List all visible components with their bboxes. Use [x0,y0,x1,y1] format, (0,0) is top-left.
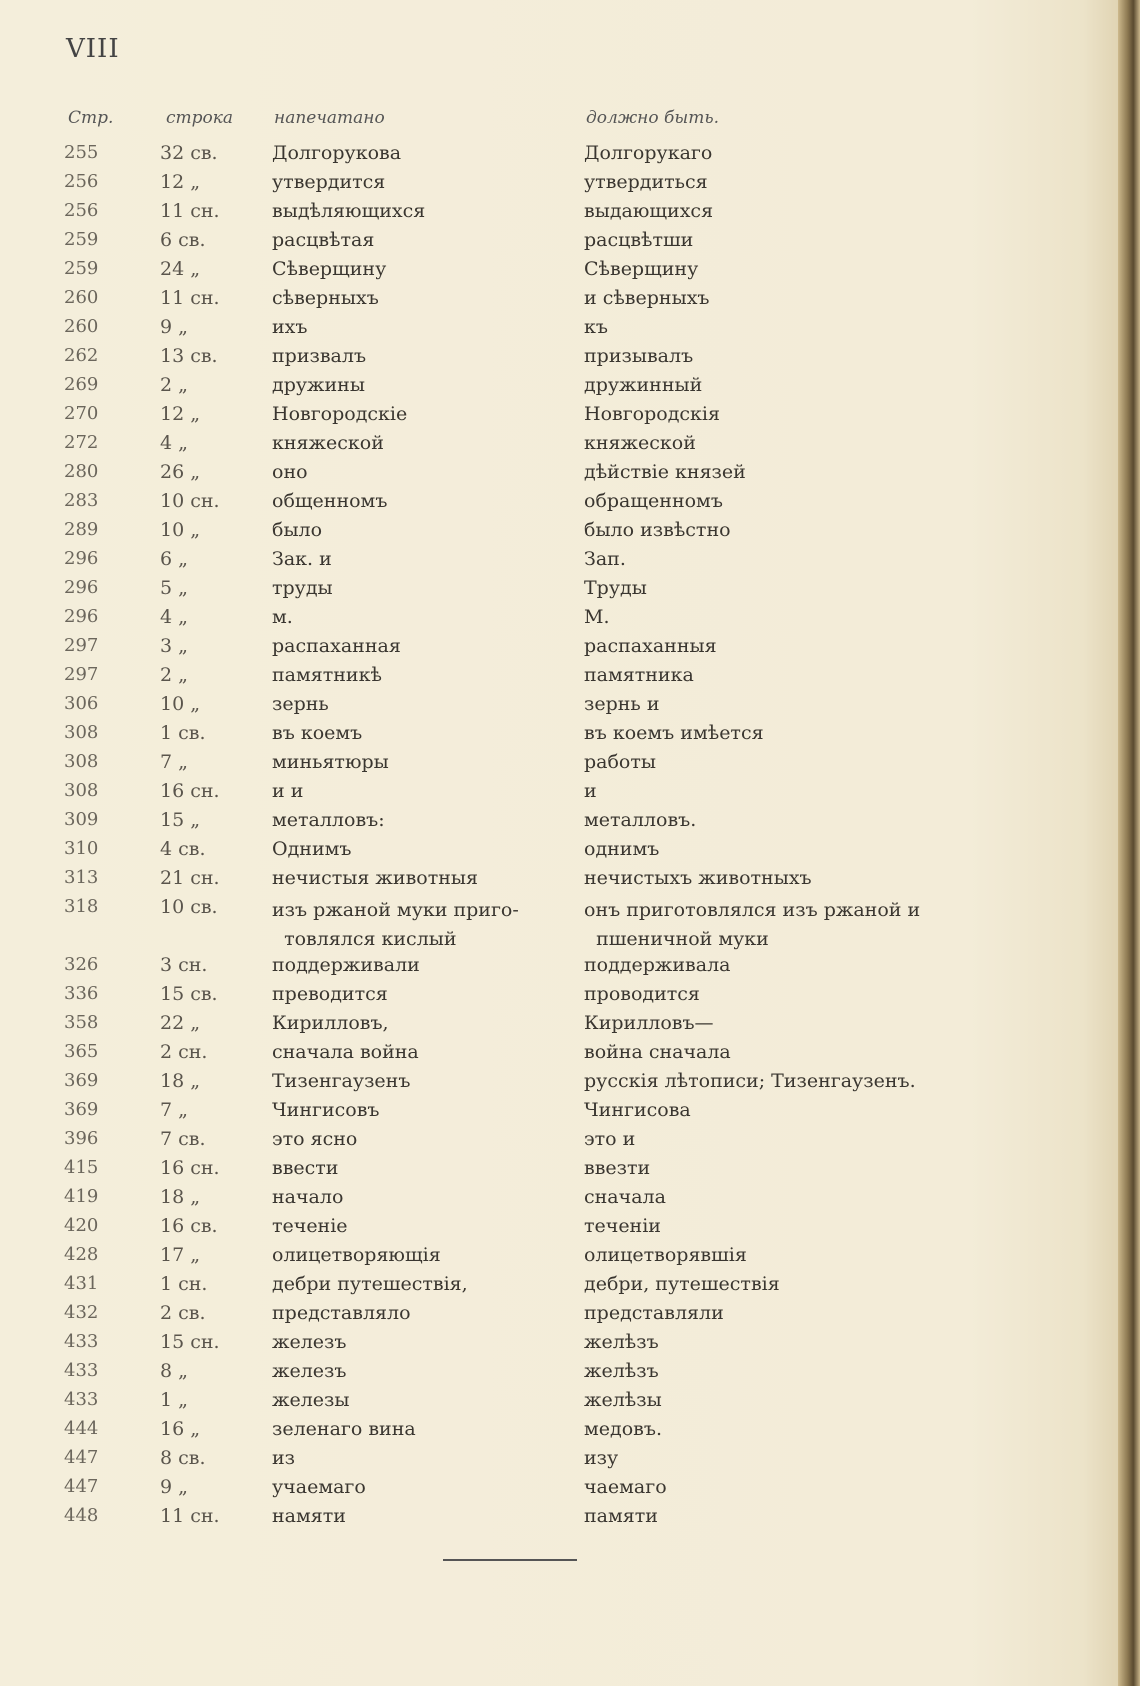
errata-page-cell: 447 [64,1476,99,1497]
errata-row [0,577,1140,606]
errata-should-cell: дружинный [584,374,703,396]
errata-printed-cell: металловъ: [272,809,385,831]
errata-printed-cell: Однимъ [272,838,352,860]
errata-row [0,229,1140,258]
errata-printed-cell: дебри путешествія, [272,1273,468,1295]
errata-printed-cell: было [272,519,323,541]
errata-line-cell: 10 „ [160,693,201,715]
errata-should-cell: Сѣверщину [584,258,699,280]
errata-row [0,1128,1140,1157]
errata-should-cell: дѣйствіе князей [584,461,746,483]
errata-printed-cell: зеленаго вина [272,1418,416,1440]
errata-should-cell: распаханныя [584,635,717,657]
errata-should-cell: металловъ. [584,809,697,831]
errata-table [0,142,1140,1534]
errata-page-cell: 308 [64,751,99,772]
errata-page-cell: 313 [64,867,99,888]
errata-row [0,1447,1140,1476]
errata-page-cell: 369 [64,1070,99,1091]
errata-row [0,1186,1140,1215]
errata-row [0,1476,1140,1505]
page-number: VIII [66,34,120,64]
errata-printed-cell: миньятюры [272,751,389,773]
errata-page-cell: 289 [64,519,99,540]
errata-row [0,432,1140,461]
errata-printed-cell: и и [272,780,304,802]
errata-row [0,1360,1140,1389]
errata-should-cell: М. [584,606,610,628]
errata-should-cell: война сначала [584,1041,731,1063]
errata-printed-cell: олицетворяющія [272,1244,441,1266]
errata-line-cell: 10 сн. [160,490,220,512]
errata-printed-cell: ввести [272,1157,339,1179]
errata-should-cell: Долгорукаго [584,142,713,164]
errata-should-cell: было извѣстно [584,519,731,541]
errata-page-cell: 269 [64,374,99,395]
errata-should-cell: княжеской [584,432,696,454]
errata-page-cell: 432 [64,1302,99,1323]
errata-row [0,1418,1140,1447]
errata-page-cell: 318 [64,896,99,917]
errata-printed-cell: поддерживали [272,954,420,976]
errata-page-cell: 270 [64,403,99,424]
errata-row [0,1157,1140,1186]
errata-should-cell: русскія лѣтописи; Тизенгаузенъ. [584,1070,916,1092]
errata-printed-cell: железъ [272,1360,347,1382]
errata-printed-cell: изъ ржаной муки приго- товлялся кислый [272,899,519,950]
errata-page-cell: 336 [64,983,99,1004]
errata-should-cell: памятника [584,664,694,686]
errata-printed-cell: общенномъ [272,490,388,512]
errata-line-cell: 15 св. [160,983,218,1005]
errata-should-cell: желѣзы [584,1389,662,1411]
errata-page-cell: 256 [64,171,99,192]
errata-page-cell: 259 [64,258,99,279]
errata-printed-cell: труды [272,577,333,599]
errata-printed-cell: Сѣверщину [272,258,387,280]
errata-printed-cell: теченіе [272,1215,348,1237]
errata-page-cell: 428 [64,1244,99,1265]
errata-page-cell: 272 [64,432,99,453]
errata-row [0,722,1140,751]
errata-printed-cell: Тизенгаузенъ [272,1070,411,1092]
errata-line-cell: 9 „ [160,316,188,338]
errata-should-cell: зернь и [584,693,660,715]
errata-line-cell: 11 сн. [160,1505,220,1527]
errata-row [0,316,1140,345]
errata-row [0,751,1140,780]
errata-row [0,258,1140,287]
closing-rule [443,1559,577,1561]
errata-row [0,664,1140,693]
errata-page-cell: 296 [64,548,99,569]
errata-page-cell: 262 [64,345,99,366]
errata-printed-cell: железы [272,1389,350,1411]
errata-row [0,1099,1140,1128]
errata-line-cell: 7 „ [160,1099,188,1121]
errata-line-cell: 5 „ [160,577,188,599]
errata-line-cell: 12 „ [160,171,201,193]
errata-line-cell: 17 „ [160,1244,201,1266]
errata-printed-cell: это ясно [272,1128,358,1150]
errata-row [0,490,1140,519]
errata-page-cell: 326 [64,954,99,975]
errata-printed-cell: дружины [272,374,365,396]
errata-printed-cell: начало [272,1186,344,1208]
errata-line-cell: 15 „ [160,809,201,831]
errata-line-cell: 21 сн. [160,867,220,889]
errata-page-cell: 260 [64,287,99,308]
errata-line-cell: 26 „ [160,461,201,483]
errata-should-cell: желѣзъ [584,1331,659,1353]
errata-row [0,606,1140,635]
errata-page-cell: 308 [64,780,99,801]
errata-page-cell: 433 [64,1360,99,1381]
errata-should-cell: работы [584,751,657,773]
errata-line-cell: 4 „ [160,432,188,454]
errata-line-cell: 2 „ [160,374,188,396]
errata-should-cell: обращенномъ [584,490,723,512]
header-printed: напечатано [274,108,385,128]
errata-row [0,780,1140,809]
errata-should-cell: сначала [584,1186,666,1208]
errata-line-cell: 32 св. [160,142,218,164]
errata-page-cell: 369 [64,1099,99,1120]
errata-header-row [0,108,1140,136]
errata-row [0,548,1140,577]
errata-line-cell: 8 „ [160,1360,188,1382]
errata-printed-cell: выдѣляющихся [272,200,426,222]
errata-line-cell: 1 св. [160,722,206,744]
errata-page-cell: 420 [64,1215,99,1236]
errata-line-cell: 1 сн. [160,1273,208,1295]
errata-row [0,1389,1140,1418]
errata-line-cell: 4 „ [160,606,188,628]
errata-printed-cell: въ коемъ [272,722,363,744]
errata-row [0,983,1140,1012]
errata-row [0,287,1140,316]
errata-printed-cell: призвалъ [272,345,367,367]
errata-page-cell: 259 [64,229,99,250]
errata-line-cell: 11 сн. [160,287,220,309]
errata-should-cell: желѣзъ [584,1360,659,1382]
errata-printed-cell: из [272,1447,296,1469]
errata-should-cell: Труды [584,577,647,599]
errata-printed-cell: преводится [272,983,388,1005]
errata-page-cell: 447 [64,1447,99,1468]
errata-line-cell: 6 „ [160,548,188,570]
errata-printed-cell: памятникѣ [272,664,382,686]
errata-printed-cell: Кирилловъ, [272,1012,389,1034]
errata-printed-cell: сначала война [272,1041,419,1063]
errata-should-cell: выдающихся [584,200,714,222]
errata-should-cell: представляли [584,1302,724,1324]
errata-printed-cell: железъ [272,1331,347,1353]
errata-row [0,171,1140,200]
errata-row [0,403,1140,432]
errata-should-cell: Новгородскія [584,403,720,425]
errata-page-cell: 448 [64,1505,99,1526]
errata-row [0,1012,1140,1041]
errata-row [0,345,1140,374]
errata-should-cell: Чингисова [584,1099,691,1121]
errata-row [0,1331,1140,1360]
errata-should-cell: теченіи [584,1215,661,1237]
errata-printed-cell: м. [272,606,293,628]
errata-row [0,200,1140,229]
errata-printed-cell: намяти [272,1505,346,1527]
errata-should-cell: дебри, путешествія [584,1273,780,1295]
errata-should-cell: нечистыхъ животныхъ [584,867,812,889]
errata-page-cell: 365 [64,1041,99,1062]
errata-should-cell: утвердиться [584,171,708,193]
errata-page-cell: 433 [64,1331,99,1352]
errata-should-cell: изу [584,1447,619,1469]
errata-line-cell: 1 „ [160,1389,188,1411]
errata-printed-cell: Новгородскіе [272,403,408,425]
errata-should-cell: ввезти [584,1157,651,1179]
errata-row [0,1244,1140,1273]
errata-page-cell: 310 [64,838,99,859]
errata-printed-cell: представляло [272,1302,411,1324]
errata-should-cell: призывалъ [584,345,694,367]
errata-should-cell: поддерживала [584,954,731,976]
errata-should-cell: олицетворявшія [584,1244,747,1266]
errata-line-cell: 4 св. [160,838,206,860]
errata-row [0,1273,1140,1302]
errata-row [0,374,1140,403]
errata-line-cell: 11 сн. [160,200,220,222]
errata-printed-cell: расцвѣтая [272,229,375,251]
errata-should-cell: проводится [584,983,700,1005]
errata-line-cell: 15 сн. [160,1331,220,1353]
errata-row [0,635,1140,664]
errata-row [0,1505,1140,1534]
errata-page-cell: 306 [64,693,99,714]
errata-line-cell: 3 „ [160,635,188,657]
errata-page-cell: 308 [64,722,99,743]
errata-should-cell: чаемаго [584,1476,667,1498]
errata-line-cell: 2 св. [160,1302,206,1324]
errata-printed-cell: нечистыя животныя [272,867,478,889]
errata-row [0,1302,1140,1331]
errata-page-cell: 296 [64,577,99,598]
errata-row [0,461,1140,490]
errata-printed-cell: Чингисовъ [272,1099,380,1121]
errata-line-cell: 7 „ [160,751,188,773]
errata-line-cell: 12 „ [160,403,201,425]
errata-should-cell: медовъ. [584,1418,662,1440]
errata-row [0,1041,1140,1070]
errata-should-cell: и сѣверныхъ [584,287,710,309]
errata-should-cell: расцвѣтши [584,229,694,251]
header-line: строка [166,108,234,128]
errata-line-cell: 16 сн. [160,1157,220,1179]
errata-printed-cell: распаханная [272,635,401,657]
errata-row [0,142,1140,171]
errata-row [0,867,1140,896]
errata-line-cell: 24 „ [160,258,201,280]
errata-should-cell: Зап. [584,548,626,570]
errata-printed-cell: ихъ [272,316,308,338]
errata-page-cell: 297 [64,664,99,685]
errata-page-cell: 256 [64,200,99,221]
errata-row [0,1215,1140,1244]
errata-page-cell: 280 [64,461,99,482]
errata-page-cell: 419 [64,1186,99,1207]
errata-line-cell: 16 сн. [160,780,220,802]
errata-line-cell: 8 св. [160,1447,206,1469]
header-should-be: должно быть. [586,108,719,128]
errata-should-cell: это и [584,1128,636,1150]
errata-line-cell: 2 „ [160,664,188,686]
errata-page-cell: 415 [64,1157,99,1178]
errata-row [0,896,1140,954]
errata-should-cell: Кирилловъ— [584,1012,714,1034]
errata-page-cell: 396 [64,1128,99,1149]
errata-row [0,519,1140,548]
errata-line-cell: 3 сн. [160,954,208,976]
errata-page-cell: 255 [64,142,99,163]
errata-printed-cell: сѣверныхъ [272,287,379,309]
errata-printed-cell: оно [272,461,308,483]
errata-page-cell: 358 [64,1012,99,1033]
errata-row [0,809,1140,838]
errata-line-cell: 18 „ [160,1070,201,1092]
errata-printed-cell: утвердится [272,171,386,193]
errata-should-cell: памяти [584,1505,658,1527]
errata-printed-cell: зернь [272,693,329,715]
errata-line-cell: 7 св. [160,1128,206,1150]
errata-printed-cell: Зак. и [272,548,332,570]
errata-row [0,693,1140,722]
errata-page-cell: 309 [64,809,99,830]
errata-line-cell: 9 „ [160,1476,188,1498]
errata-page-cell: 283 [64,490,99,511]
errata-line-cell: 6 св. [160,229,206,251]
errata-line-cell: 10 св. [160,896,218,918]
errata-line-cell: 2 сн. [160,1041,208,1063]
errata-line-cell: 16 св. [160,1215,218,1237]
errata-should-cell: однимъ [584,838,660,860]
errata-line-cell: 10 „ [160,519,201,541]
errata-page-cell: 297 [64,635,99,656]
errata-line-cell: 13 св. [160,345,218,367]
errata-printed-cell: учаемаго [272,1476,366,1498]
errata-page-cell: 296 [64,606,99,627]
errata-printed-cell: княжеской [272,432,384,454]
errata-should-cell: и [584,780,597,802]
header-page: Стр. [68,108,114,128]
errata-line-cell: 18 „ [160,1186,201,1208]
errata-row [0,954,1140,983]
errata-page-cell: 433 [64,1389,99,1410]
errata-should-cell: къ [584,316,608,338]
errata-page-cell: 431 [64,1273,99,1294]
errata-page-cell: 260 [64,316,99,337]
errata-printed-cell: Долгорукова [272,142,402,164]
errata-row [0,1070,1140,1099]
errata-line-cell: 22 „ [160,1012,201,1034]
errata-should-cell: въ коемъ имѣется [584,722,764,744]
errata-line-cell: 16 „ [160,1418,201,1440]
errata-should-cell: онъ приготовлялся изъ ржаной и пшеничной муки [584,899,921,950]
errata-row [0,838,1140,867]
errata-page-cell: 444 [64,1418,99,1439]
